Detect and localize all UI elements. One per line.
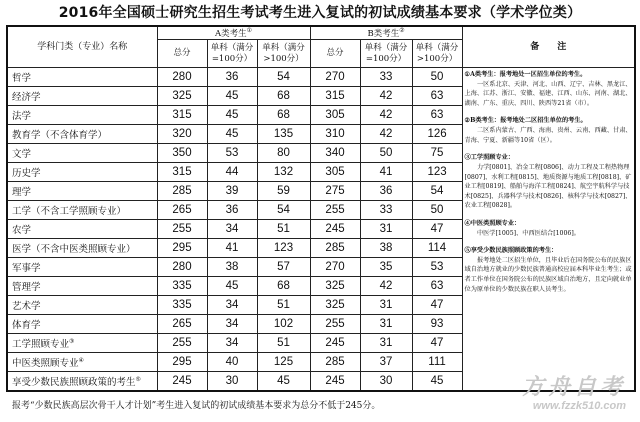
subject-column-header: 学科门类（专业）名称 xyxy=(7,26,157,68)
a-single-gt100-cell: 59 xyxy=(257,182,310,201)
b-single-gt100-cell: 47 xyxy=(412,220,462,239)
b-single-le100-cell: 42 xyxy=(360,125,412,144)
a-single-le100-cell: 44 xyxy=(207,163,257,182)
note-heading: ①A类考生：报考地处一区招生单位的考生。 xyxy=(464,71,587,79)
page-title: 2016年全国硕士研究生招生考试考生进入复试的初试成绩基本要求（学术学位类） xyxy=(58,5,582,21)
b-total-cell: 255 xyxy=(310,201,360,220)
a-single-le100-cell: 34 xyxy=(207,296,257,315)
a-total-cell: 320 xyxy=(157,125,207,144)
b-total-cell: 315 xyxy=(310,87,360,106)
a-single-gt100-cell: 54 xyxy=(257,68,310,87)
a-single-gt100-cell: 54 xyxy=(257,201,310,220)
b-single-le100-cell: 31 xyxy=(360,315,412,334)
b-total-cell: 325 xyxy=(310,277,360,296)
note-heading: ④中医类照顾专业： xyxy=(464,219,521,227)
subject-name: 文学 xyxy=(7,144,157,163)
a-total-cell: 265 xyxy=(157,315,207,334)
a-single-le100-cell: 53 xyxy=(207,144,257,163)
note-heading: ⑤享受少数民族照顾政策的考生： xyxy=(464,247,558,255)
b-single-gt100-cell: 50 xyxy=(412,68,462,87)
b-total-cell: 325 xyxy=(310,296,360,315)
a-single-gt100-cell: 57 xyxy=(257,258,310,277)
a-total-cell: 280 xyxy=(157,258,207,277)
b-total-cell: 340 xyxy=(310,144,360,163)
a-total-cell: 325 xyxy=(157,87,207,106)
b-single-le100-cell: 38 xyxy=(360,239,412,258)
subject-name: 教育学（不含体育学） xyxy=(7,125,157,144)
watermark-url: www.fzzk510.com xyxy=(532,400,626,412)
subject-name: 医学（不含中医类照顾专业） xyxy=(7,239,157,258)
b-total-cell: 310 xyxy=(310,125,360,144)
a-total-cell: 285 xyxy=(157,182,207,201)
b-single-le100-cell: 31 xyxy=(360,220,412,239)
a-total-cell: 295 xyxy=(157,239,207,258)
a-total-cell: 315 xyxy=(157,163,207,182)
b-total-cell: 305 xyxy=(310,106,360,125)
a-single-gt100-cell: 68 xyxy=(257,106,310,125)
b-single-gt100-cell: 47 xyxy=(412,334,462,353)
a-single-gt100-cell: 102 xyxy=(257,315,310,334)
b-single-gt100-header: 单科（满分>100分） xyxy=(412,40,462,68)
b-single-le100-cell: 33 xyxy=(360,201,412,220)
a-single-gt100-cell: 51 xyxy=(257,220,310,239)
a-total-cell: 315 xyxy=(157,106,207,125)
subject-name: 管理学 xyxy=(7,277,157,296)
b-single-le100-header: 单科（满分=100分） xyxy=(360,40,412,68)
a-single-gt100-cell: 135 xyxy=(257,125,310,144)
b-total-cell: 285 xyxy=(310,353,360,372)
a-single-gt100-cell: 51 xyxy=(257,334,310,353)
subject-name: 农学 xyxy=(7,220,157,239)
b-single-gt100-cell: 111 xyxy=(412,353,462,372)
a-total-cell: 265 xyxy=(157,201,207,220)
b-single-le100-cell: 35 xyxy=(360,258,412,277)
a-single-le100-cell: 34 xyxy=(207,315,257,334)
subject-name: 艺术学 xyxy=(7,296,157,315)
a-total-cell: 350 xyxy=(157,144,207,163)
b-single-le100-cell: 30 xyxy=(360,372,412,391)
subject-name: 中医类照顾专业④ xyxy=(7,353,157,372)
a-single-le100-cell: 39 xyxy=(207,182,257,201)
note-body: 二区系内蒙古、广西、海南、贵州、云南、西藏、甘肃、青海、宁夏、新疆等10省（区）。 xyxy=(464,127,632,144)
a-single-le100-header: 单科（满分=100分） xyxy=(207,40,257,68)
b-total-cell: 275 xyxy=(310,182,360,201)
a-single-gt100-cell: 80 xyxy=(257,144,310,163)
a-single-le100-cell: 36 xyxy=(207,68,257,87)
b-total-cell: 245 xyxy=(310,334,360,353)
b-single-le100-cell: 42 xyxy=(360,87,412,106)
subject-name: 哲学 xyxy=(7,68,157,87)
note-heading: ③工学照顾专业： xyxy=(464,154,515,162)
table-row xyxy=(7,68,635,87)
note-body: 一区系北京、天津、河北、山西、辽宁、吉林、黑龙江、上海、江苏、浙江、安徽、福建、江西、山东、河南、湖北、湖南、广东、重庆、四川、陕西等21省（市）。 xyxy=(464,80,632,107)
b-single-le100-cell: 50 xyxy=(360,144,412,163)
subject-name: 法学 xyxy=(7,106,157,125)
a-single-le100-cell: 36 xyxy=(207,201,257,220)
b-single-gt100-cell: 114 xyxy=(412,239,462,258)
b-total-cell: 305 xyxy=(310,163,360,182)
b-single-le100-cell: 31 xyxy=(360,296,412,315)
a-total-cell: 255 xyxy=(157,220,207,239)
subject-name: 历史学 xyxy=(7,163,157,182)
group-b-header: B类考生② xyxy=(310,26,462,40)
notes-cell xyxy=(462,68,635,391)
a-single-gt100-cell: 68 xyxy=(257,277,310,296)
a-single-le100-cell: 34 xyxy=(207,220,257,239)
a-total-cell: 280 xyxy=(157,68,207,87)
a-single-gt100-cell: 51 xyxy=(257,296,310,315)
note-body: 报考地处二区招生单位，且毕业后在国务院公布的民族区域自治地方就业的少数民族普通高校应届本科毕业生考生；或者工作单位在国务院公布的民族区域自治地方，且定向就业单位为原单位的少数民族在职人员考生。 xyxy=(464,256,632,293)
score-table xyxy=(6,25,636,392)
b-single-gt100-cell: 126 xyxy=(412,125,462,144)
a-single-gt100-cell: 132 xyxy=(257,163,310,182)
subject-name: 军事学 xyxy=(7,258,157,277)
watermark xyxy=(522,376,626,412)
b-single-le100-cell: 33 xyxy=(360,68,412,87)
b-single-le100-cell: 31 xyxy=(360,334,412,353)
b-total-cell: 270 xyxy=(310,258,360,277)
b-single-gt100-cell: 75 xyxy=(412,144,462,163)
a-single-le100-cell: 30 xyxy=(207,372,257,391)
note-body: 力学[0801]、冶金工程[0806]、动力工程及工程热物理[0807]、水利工程[0815]、地质资源与地质工程[0818]、矿业工程[0819]、船舶与海洋工程[0824]、航空宇航科学与技术[0825]、兵器科学与技术[0826]、核科学与技术[0827]、农业工程[0828]。 xyxy=(464,163,632,210)
b-total-cell: 245 xyxy=(310,372,360,391)
a-single-gt100-cell: 68 xyxy=(257,87,310,106)
a-single-gt100-header: 单科（满分>100分） xyxy=(257,40,310,68)
group-a-header: A类考生① xyxy=(157,26,310,40)
b-single-le100-cell: 42 xyxy=(360,277,412,296)
notes-column-header: 备 注 xyxy=(462,26,635,68)
a-single-gt100-cell: 125 xyxy=(257,353,310,372)
b-single-le100-cell: 42 xyxy=(360,106,412,125)
b-total-cell: 255 xyxy=(310,315,360,334)
a-total-cell: 295 xyxy=(157,353,207,372)
b-total-header: 总分 xyxy=(310,40,360,68)
b-total-cell: 285 xyxy=(310,239,360,258)
subject-name: 工学（不含工学照顾专业） xyxy=(7,201,157,220)
a-single-gt100-cell: 123 xyxy=(257,239,310,258)
b-single-gt100-cell: 47 xyxy=(412,296,462,315)
subject-name: 工学照顾专业③ xyxy=(7,334,157,353)
a-single-le100-cell: 45 xyxy=(207,106,257,125)
a-single-le100-cell: 45 xyxy=(207,87,257,106)
b-total-cell: 245 xyxy=(310,220,360,239)
b-single-gt100-cell: 63 xyxy=(412,277,462,296)
b-single-gt100-cell: 50 xyxy=(412,201,462,220)
a-single-le100-cell: 45 xyxy=(207,277,257,296)
b-single-gt100-cell: 93 xyxy=(412,315,462,334)
b-single-gt100-cell: 54 xyxy=(412,182,462,201)
a-total-cell: 335 xyxy=(157,277,207,296)
a-total-cell: 255 xyxy=(157,334,207,353)
b-single-gt100-cell: 53 xyxy=(412,258,462,277)
subject-name: 经济学 xyxy=(7,87,157,106)
footer-note: 报考“少数民族高层次骨干人才计划”考生进入复试的初试成绩基本要求为总分不低于245分。 xyxy=(12,401,381,411)
watermark-text: 方舟自考 xyxy=(521,374,626,400)
b-single-gt100-cell: 63 xyxy=(412,87,462,106)
a-single-le100-cell: 34 xyxy=(207,334,257,353)
b-total-cell: 270 xyxy=(310,68,360,87)
note-body: 中医学[1005]、中西医结合[1006]。 xyxy=(476,229,580,237)
b-single-gt100-cell: 63 xyxy=(412,106,462,125)
a-single-gt100-cell: 45 xyxy=(257,372,310,391)
a-total-cell: 335 xyxy=(157,296,207,315)
a-total-header: 总分 xyxy=(157,40,207,68)
subject-name: 享受少数民族照顾政策的考生⑤ xyxy=(7,372,157,391)
a-single-le100-cell: 40 xyxy=(207,353,257,372)
b-single-le100-cell: 41 xyxy=(360,163,412,182)
note-heading: ②B类考生：报考地处二区招生单位的考生。 xyxy=(464,117,587,125)
a-single-le100-cell: 41 xyxy=(207,239,257,258)
b-single-le100-cell: 36 xyxy=(360,182,412,201)
a-total-cell: 245 xyxy=(157,372,207,391)
b-single-gt100-cell: 45 xyxy=(412,372,462,391)
subject-name: 体育学 xyxy=(7,315,157,334)
b-single-gt100-cell: 123 xyxy=(412,163,462,182)
a-single-le100-cell: 45 xyxy=(207,125,257,144)
a-single-le100-cell: 38 xyxy=(207,258,257,277)
b-single-le100-cell: 37 xyxy=(360,353,412,372)
subject-name: 理学 xyxy=(7,182,157,201)
score-table-body xyxy=(7,68,635,391)
